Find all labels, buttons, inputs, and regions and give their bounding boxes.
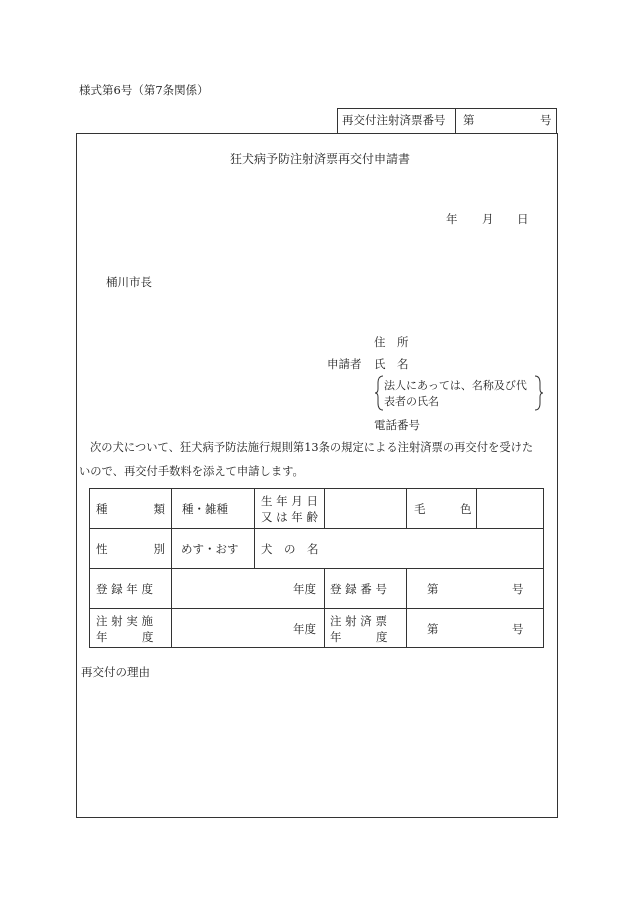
- tag-year-label-line2: 年 度: [330, 630, 388, 644]
- registration-number-label: 登 録 番 号: [330, 582, 387, 596]
- table-row-divider: [89, 608, 544, 609]
- injection-year-label-line2: 年 度: [96, 630, 154, 644]
- kind-value: 種・雑種: [182, 502, 228, 516]
- form-title: 狂犬病予防注射済票再交付申請書: [230, 152, 411, 166]
- date-year: 年: [446, 212, 458, 226]
- reissue-label: 再交付注射済票番号: [342, 113, 446, 127]
- table-col-divider: [476, 488, 477, 528]
- applicant-prefix: 申請者: [327, 357, 362, 371]
- corp-note-line2: 表者の氏名: [384, 395, 439, 408]
- reissue-reason-label: 再交付の理由: [81, 665, 150, 679]
- corp-note-line1: 法人にあっては、名称及び代: [384, 379, 527, 392]
- sex-label: 性 別: [96, 542, 165, 556]
- table-col-divider: [254, 488, 255, 568]
- registration-number-go: 号: [512, 582, 524, 596]
- tag-number-go: 号: [512, 622, 524, 636]
- registration-year-label: 登 録 年 度: [96, 582, 153, 596]
- reissue-divider: [455, 108, 456, 134]
- sex-value: めす・おす: [181, 542, 239, 556]
- reissue-dai: 第: [463, 113, 475, 127]
- table-row-divider: [89, 568, 544, 569]
- table-col-divider: [324, 568, 325, 648]
- phone-label: 電話番号: [374, 418, 420, 432]
- coat-label: 毛 色: [414, 502, 472, 516]
- tag-year-label-line1: 注 射 済 票: [330, 614, 387, 628]
- name-label: 氏 名: [374, 357, 409, 371]
- table-col-divider: [406, 568, 407, 648]
- birth-label-line1: 生 年 月 日: [261, 494, 318, 508]
- table-col-divider: [406, 488, 407, 528]
- injection-year-unit: 年度: [293, 622, 316, 636]
- body-text-line1: 次の犬について、狂犬病予防法施行規則第13条の規定による注射済票の再交付を受けた: [90, 441, 534, 454]
- kind-label: 種 類: [96, 502, 165, 516]
- address-label: 住 所: [374, 335, 409, 349]
- birth-label-line2: 又 は 年 齢: [261, 510, 318, 524]
- reissue-go: 号: [540, 113, 552, 127]
- table-col-divider: [324, 488, 325, 528]
- form-number: 様式第6号（第7条関係）: [79, 83, 209, 97]
- tag-number-dai: 第: [427, 622, 439, 636]
- table-col-divider: [171, 488, 172, 648]
- injection-year-label-line1: 注 射 実 施: [96, 614, 153, 628]
- date-month: 月: [482, 212, 494, 226]
- recipient: 桶川市長: [106, 275, 152, 289]
- date-day: 日: [517, 212, 529, 226]
- table-row-divider: [89, 528, 544, 529]
- body-text-line2: いので、再交付手数料を添えて申請します。: [79, 465, 304, 478]
- registration-number-dai: 第: [427, 582, 439, 596]
- registration-year-unit: 年度: [293, 582, 316, 596]
- dog-name-label: 犬 の 名: [261, 542, 319, 556]
